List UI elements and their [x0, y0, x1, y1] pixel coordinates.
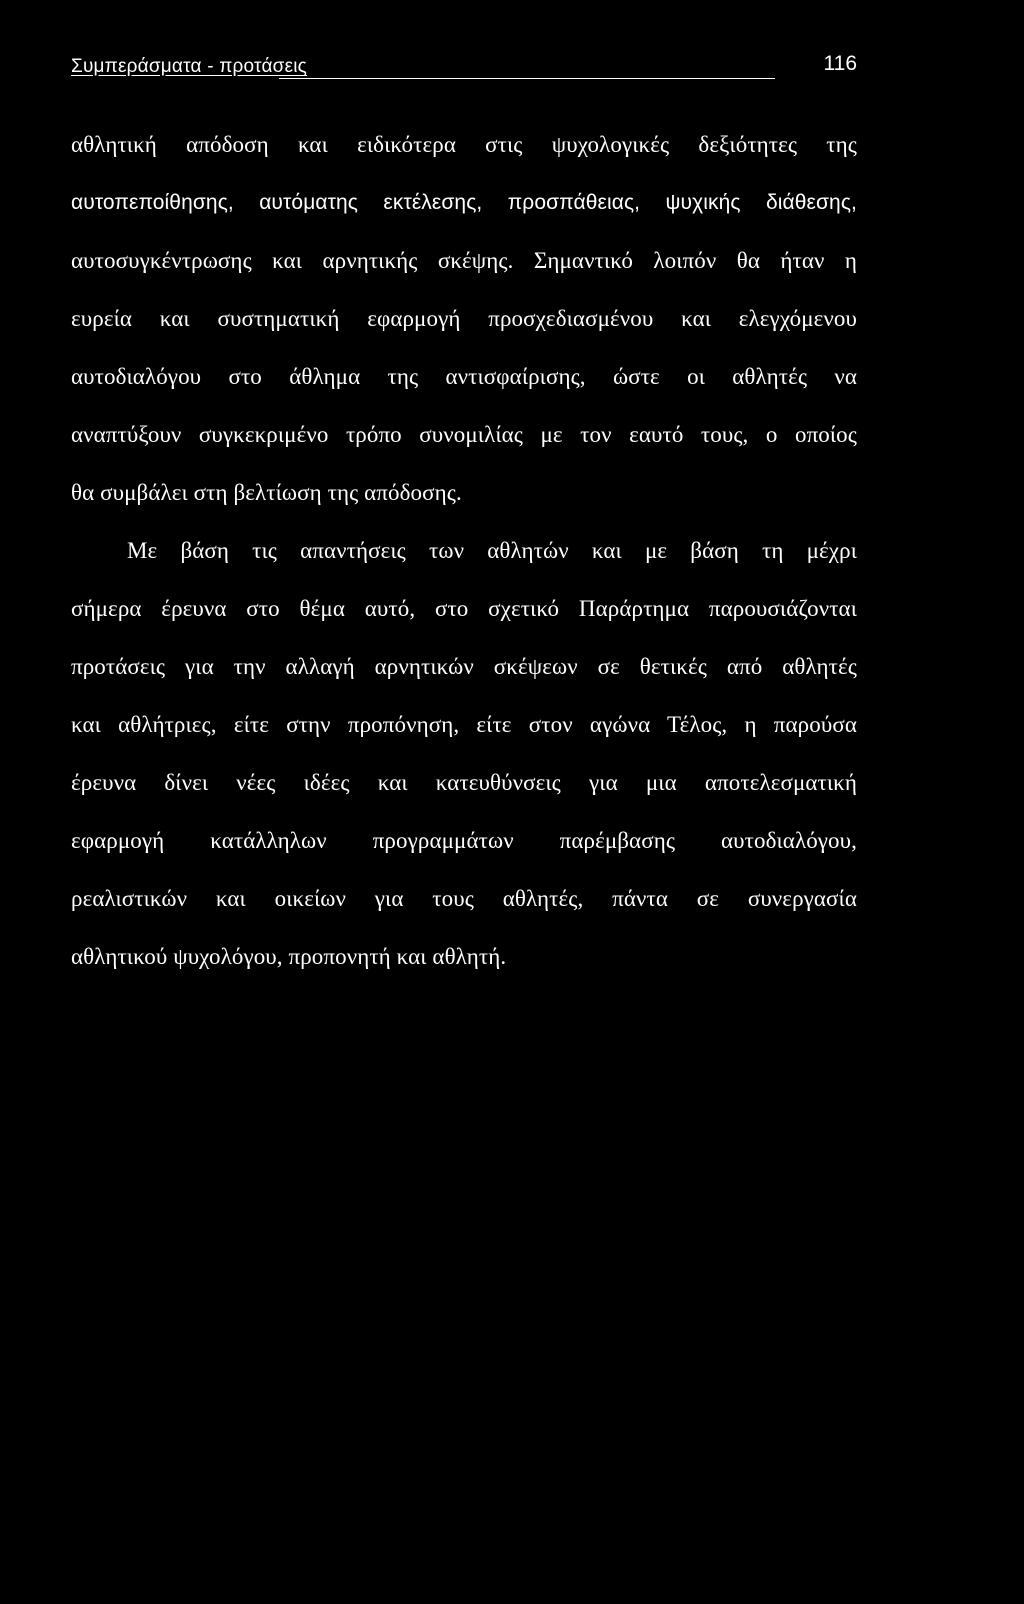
text-line: αναπτύξουν συγκεκριμένο τρόπο συνομιλίας με τον εαυτό τους, ο οποίος [71, 422, 857, 447]
text-line: αυτοπεποίθησης, αυτόματης εκτέλεσης, προσπάθειας, ψυχικής διάθεσης, [71, 191, 857, 214]
text-line: εφαρμογή κατάλληλων προγραμμάτων παρέμβασης αυτοδιαλόγου, [71, 828, 857, 853]
text-line: ευρεία και συστηματική εφαρμογή προσχεδιασμένου και ελεγχόμενου [71, 306, 857, 331]
page-header [71, 52, 857, 86]
text-line: Με βάση τις απαντήσεις των αθλητών και με βάση τη μέχρι [127, 538, 857, 563]
text-line: αυτοδιαλόγου στο άθλημα της αντισφαίρισης, ώστε οι αθλητές να [71, 364, 857, 389]
page-number: 116 [823, 52, 857, 75]
text-line: αθλητική απόδοση και ειδικότερα στις ψυχολογικές δεξιότητες της [71, 132, 857, 157]
text-line: αυτοσυγκέντρωσης και αρνητικής σκέψης. Σημαντικό λοιπόν θα ήταν η [71, 248, 857, 273]
text-line: σήμερα έρευνα στο θέμα αυτό, στο σχετικό Παράρτημα παρουσιάζονται [71, 596, 857, 621]
text-line: ρεαλιστικών και οικείων για τους αθλητές, πάντα σε συνεργασία [71, 886, 857, 911]
section-title: Συμπεράσματα - προτάσεις [71, 56, 308, 77]
text-line: και αθλήτριες, είτε στην προπόνηση, είτε στον αγώνα Τέλος, η παρούσα [71, 712, 857, 737]
text-line: προτάσεις για την αλλαγή αρνητικών σκέψεων σε θετικές από αθλητές [71, 654, 857, 679]
body-text [71, 116, 857, 986]
text-line: έρευνα δίνει νέες ιδέες και κατευθύνσεις για μια αποτελεσματική [71, 770, 857, 795]
header-rule [279, 78, 775, 79]
text-line: θα συμβάλει στη βελτίωση της απόδοσης. [71, 480, 462, 505]
text-line: αθλητικού ψυχολόγου, προπονητή και αθλητή. [71, 944, 507, 969]
